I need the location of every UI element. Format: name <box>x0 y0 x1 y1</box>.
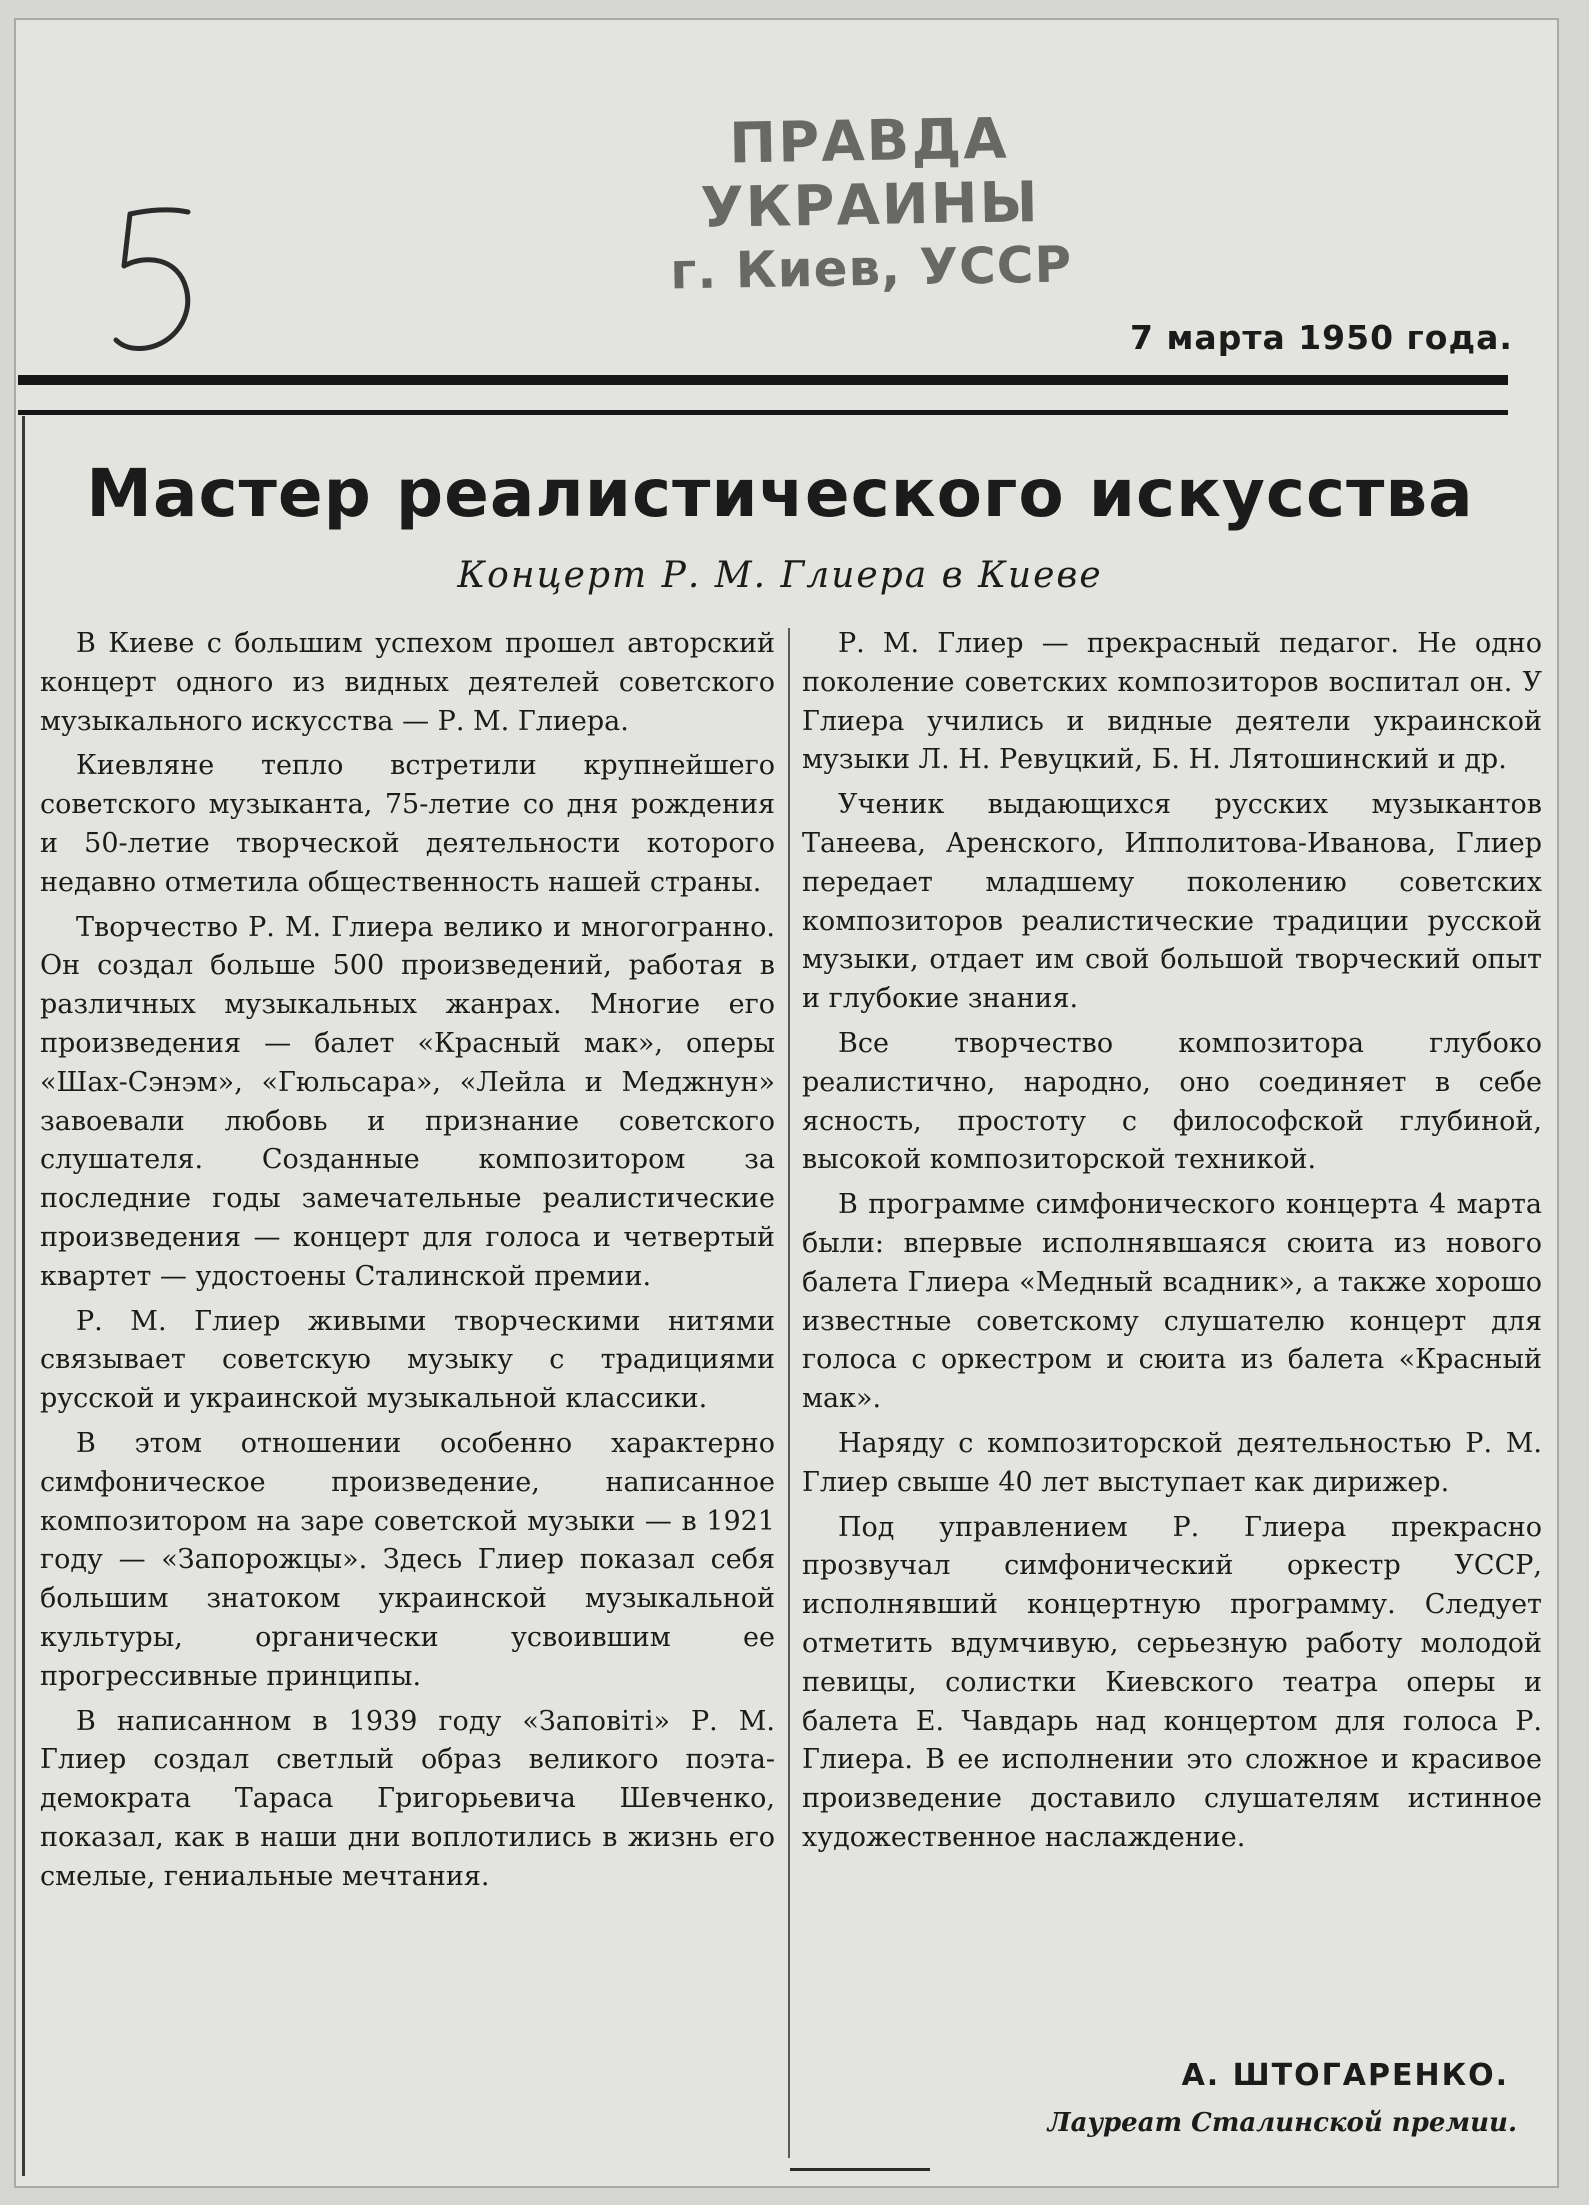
paragraph: В этом отношении особенно характерно симфоническое произведение, написанное композитором на заре советской музыки — в 1921 году — «Запорожцы». Здесь Глиер показал себя большим знатоком украинской музыкальной культуры, органически усвоившим ее прогрессивные принципы. <box>40 1427 775 1692</box>
paragraph: В Киеве с большим успехом прошел авторский концерт одного из видных деятелей советского музыкального искусства — Р. М. Глиера. <box>40 628 775 737</box>
paragraph: Наряду с композиторской деятельностью Р. М. Глиер свыше 40 лет выступает как дирижер. <box>802 1427 1542 1498</box>
paragraph: В написанном в 1939 году «Заповіті» Р. М. Глиер создал светлый образ великого поэта-демократа Тараса Григорьевича Шевченко, показал, как в наши дни воплотились в жизнь его смелые, гениальные мечтания. <box>40 1705 775 1892</box>
masthead-rule-thin <box>18 410 1508 415</box>
article-column-right <box>802 625 1542 1864</box>
paragraph: Ученик выдающихся русских музыкантов Танеева, Аренского, Ипполитова-Иванова, Глиер передает младшему поколению советских композиторов реалистические традиции русской музыки, отдает им свой большой творческий опыт и глубокие знания. <box>802 789 1542 1015</box>
paragraph: Р. М. Глиер — прекрасный педагог. Не одно поколение советских композиторов воспитал он. У Глиера учились и видные деятели украинской музыки Л. Н. Ревуцкий, Б. Н. Лятошинский и др. <box>802 628 1542 776</box>
handwritten-number <box>100 200 210 360</box>
paragraph: Киевляне тепло встретили крупнейшего советского музыканта, 75-летие со дня рождения и 50-летие творческой деятельности которого недавно отметила общественность нашей страны. <box>40 750 775 898</box>
author-signature: А. ШТОГАРЕНКО. <box>1181 2058 1509 2093</box>
paragraph: В программе симфонического концерта 4 марта были: впервые исполнявшаяся сюита из нового балета Глиера «Медный всадник», а также хорошо известные советскому слушателю концерт для голоса с оркестром и сюита из балета «Красный мак». <box>802 1189 1542 1415</box>
author-title: Лауреат Сталинской премии. <box>1047 2108 1517 2138</box>
newspaper-stamp <box>558 105 1181 304</box>
frame-left-border <box>22 416 25 2176</box>
stamp-city: г. Киев, УССР <box>669 235 1073 301</box>
article-subtitle: Концерт Р. М. Глиера в Киеве <box>457 555 1103 596</box>
paragraph: Творчество Р. М. Глиера велико и многогранно. Он создал больше 500 произведений, работая в различных музыкальных жанрах. Многие его произведения — балет «Красный мак», оперы «Шах-Сэнэм», «Гюльсара», «Лейла и Меджнун» завоевали любовь и признание советского слушателя. Созданные композитором за последние годы замечательные реалистические произведения — концерт для голоса и четвертый квартет — удостоены Сталинской премии. <box>40 911 775 1292</box>
bottom-rule <box>790 2168 930 2171</box>
masthead-rule-thick <box>18 375 1508 385</box>
paragraph: Все творчество композитора глубоко реалистично, народно, оно соединяет в себе ясность, простоту с философской глубиной, высокой композиторской техникой. <box>802 1027 1542 1176</box>
article-title: Мастер реалистического искусства <box>86 455 1474 532</box>
column-divider <box>788 628 790 2158</box>
stamp-newspaper-name: ПРАВДА УКРАИНЫ <box>699 106 1041 241</box>
article-column-left <box>40 625 775 1903</box>
issue-date: 7 марта 1950 года. <box>1130 318 1513 357</box>
paragraph: Р. М. Глиер живыми творческими нитями связывает советскую музыку с традициями русской и украинской музыкальной классики. <box>40 1305 775 1415</box>
paragraph: Под управлением Р. Глиера прекрасно прозвучал симфонический оркестр УССР, исполнявший концертную программу. Следует отметить вдумчивую, серьезную работу молодой певицы, солистки Киевского театра оперы и балета Е. Чавдарь над концертом для голоса Р. Глиера. В ее исполнении это сложное и красивое произведение доставило слушателям истинное художественное наслаждение. <box>802 1511 1542 1853</box>
